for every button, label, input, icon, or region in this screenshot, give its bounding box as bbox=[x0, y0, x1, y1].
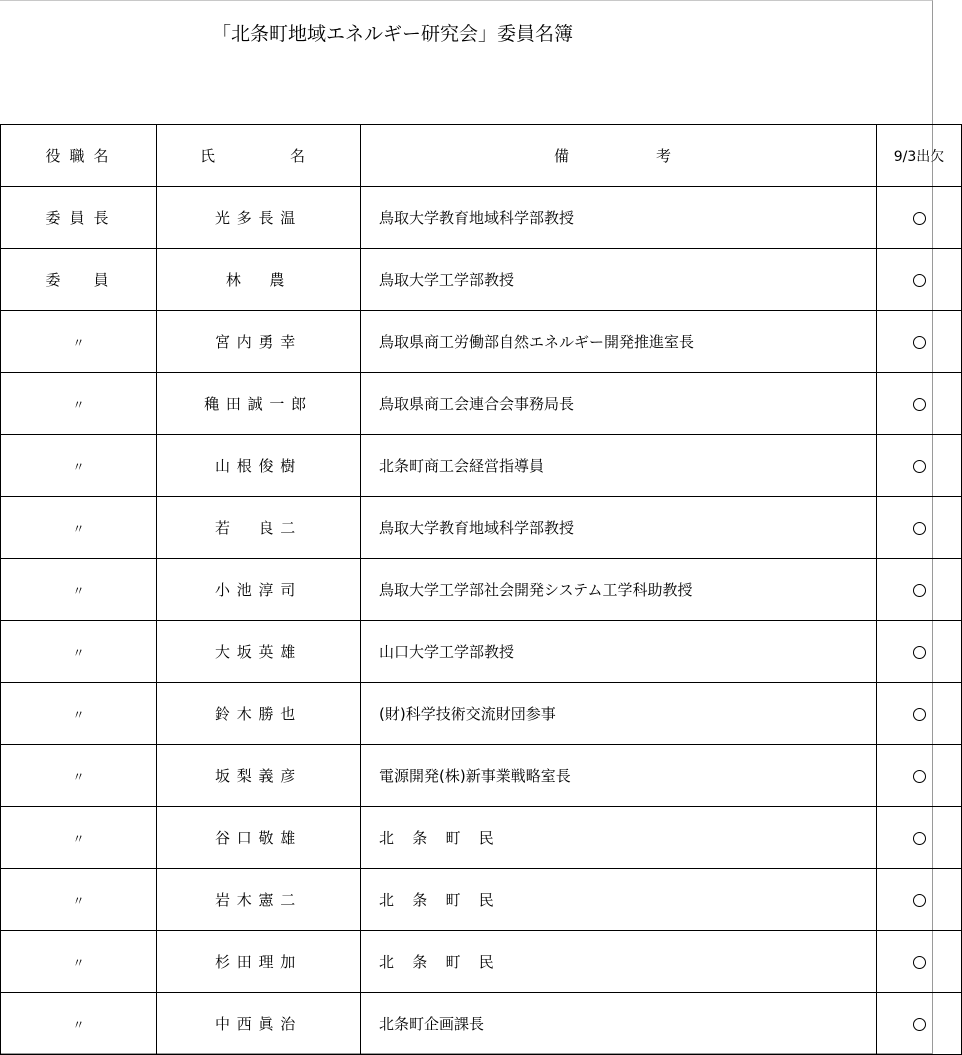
note-cell: 鳥取大学工学部社会開発システム工学科助教授 bbox=[361, 559, 877, 621]
header-name: 氏 名 bbox=[157, 125, 361, 187]
attendance-cell bbox=[877, 931, 962, 993]
name-cell: 光多長温 bbox=[157, 187, 361, 249]
role-text: 〃 bbox=[72, 955, 85, 970]
attendance-cell bbox=[877, 993, 962, 1055]
name-cell: 谷口敬雄 bbox=[157, 807, 361, 869]
present-circle-icon bbox=[913, 460, 926, 473]
table-header-row bbox=[1, 125, 962, 187]
note-cell: 北 条 町 民 bbox=[361, 869, 877, 931]
role-cell bbox=[1, 683, 157, 745]
present-circle-icon bbox=[913, 398, 926, 411]
name-cell: 若 良二 bbox=[157, 497, 361, 559]
table-row bbox=[1, 559, 962, 621]
role-cell bbox=[1, 249, 157, 311]
present-circle-icon bbox=[913, 646, 926, 659]
role-text: 〃 bbox=[72, 397, 85, 412]
role-cell bbox=[1, 373, 157, 435]
attendance-cell bbox=[877, 249, 962, 311]
header-role: 役職名 bbox=[1, 125, 157, 187]
table-row bbox=[1, 373, 962, 435]
note-cell: 鳥取大学教育地域科学部教授 bbox=[361, 497, 877, 559]
name-cell: 杉田理加 bbox=[157, 931, 361, 993]
present-circle-icon bbox=[913, 336, 926, 349]
member-table-body bbox=[1, 125, 962, 1055]
note-cell: 北 条 町 民 bbox=[361, 807, 877, 869]
note-cell: 北 条 町 民 bbox=[361, 931, 877, 993]
role-text: 〃 bbox=[72, 335, 85, 350]
attendance-cell bbox=[877, 621, 962, 683]
role-text: 委員長 bbox=[45, 209, 118, 227]
document-title: 「北条町地域エネルギー研究会」委員名簿 bbox=[212, 23, 574, 45]
role-cell bbox=[1, 931, 157, 993]
name-cell: 穐田誠一郎 bbox=[157, 373, 361, 435]
present-circle-icon bbox=[913, 584, 926, 597]
role-cell bbox=[1, 187, 157, 249]
note-cell: (財)科学技術交流財団参事 bbox=[361, 683, 877, 745]
name-cell: 林 農 bbox=[157, 249, 361, 311]
present-circle-icon bbox=[913, 212, 926, 225]
name-cell: 宮内勇幸 bbox=[157, 311, 361, 373]
table-row bbox=[1, 621, 962, 683]
table-row bbox=[1, 745, 962, 807]
role-cell bbox=[1, 807, 157, 869]
table-row bbox=[1, 497, 962, 559]
note-cell: 鳥取県商工会連合会事務局長 bbox=[361, 373, 877, 435]
role-cell bbox=[1, 869, 157, 931]
name-cell: 小池淳司 bbox=[157, 559, 361, 621]
note-cell: 電源開発(株)新事業戦略室長 bbox=[361, 745, 877, 807]
role-cell bbox=[1, 435, 157, 497]
note-cell: 北条町商工会経営指導員 bbox=[361, 435, 877, 497]
table-row bbox=[1, 311, 962, 373]
role-cell bbox=[1, 559, 157, 621]
attendance-cell bbox=[877, 497, 962, 559]
role-text: 〃 bbox=[72, 1017, 85, 1032]
name-cell: 山根俊樹 bbox=[157, 435, 361, 497]
present-circle-icon bbox=[913, 770, 926, 783]
present-circle-icon bbox=[913, 832, 926, 845]
role-text: 〃 bbox=[72, 459, 85, 474]
table-row bbox=[1, 993, 962, 1055]
note-cell: 鳥取大学工学部教授 bbox=[361, 249, 877, 311]
header-attendance: 9/3出欠 bbox=[877, 125, 962, 187]
attendance-cell bbox=[877, 869, 962, 931]
role-text: 〃 bbox=[72, 707, 85, 722]
role-text: 〃 bbox=[72, 521, 85, 536]
attendance-cell bbox=[877, 807, 962, 869]
role-text: 〃 bbox=[72, 583, 85, 598]
name-cell: 坂梨義彦 bbox=[157, 745, 361, 807]
header-note: 備 考 bbox=[361, 125, 877, 187]
present-circle-icon bbox=[913, 522, 926, 535]
attendance-cell bbox=[877, 559, 962, 621]
table-row bbox=[1, 683, 962, 745]
role-text: 〃 bbox=[72, 645, 85, 660]
present-circle-icon bbox=[913, 274, 926, 287]
note-cell: 北条町企画課長 bbox=[361, 993, 877, 1055]
table-row bbox=[1, 249, 962, 311]
table-row bbox=[1, 187, 962, 249]
attendance-cell bbox=[877, 435, 962, 497]
role-cell bbox=[1, 311, 157, 373]
present-circle-icon bbox=[913, 708, 926, 721]
member-table bbox=[0, 124, 962, 1055]
table-row bbox=[1, 869, 962, 931]
table-row bbox=[1, 807, 962, 869]
role-cell bbox=[1, 497, 157, 559]
role-text: 〃 bbox=[72, 769, 85, 784]
present-circle-icon bbox=[913, 956, 926, 969]
attendance-cell bbox=[877, 745, 962, 807]
note-cell: 山口大学工学部教授 bbox=[361, 621, 877, 683]
role-text: 〃 bbox=[72, 831, 85, 846]
table-row bbox=[1, 931, 962, 993]
role-cell bbox=[1, 621, 157, 683]
name-cell: 大坂英雄 bbox=[157, 621, 361, 683]
table-row bbox=[1, 435, 962, 497]
present-circle-icon bbox=[913, 894, 926, 907]
note-cell: 鳥取大学教育地域科学部教授 bbox=[361, 187, 877, 249]
attendance-cell bbox=[877, 187, 962, 249]
name-cell: 鈴木勝也 bbox=[157, 683, 361, 745]
name-cell: 岩木憲二 bbox=[157, 869, 361, 931]
role-text: 委 員 bbox=[45, 271, 118, 289]
present-circle-icon bbox=[913, 1018, 926, 1031]
role-text: 〃 bbox=[72, 893, 85, 908]
attendance-cell bbox=[877, 683, 962, 745]
role-cell bbox=[1, 993, 157, 1055]
attendance-cell bbox=[877, 373, 962, 435]
name-cell: 中西眞治 bbox=[157, 993, 361, 1055]
attendance-cell bbox=[877, 311, 962, 373]
note-cell: 鳥取県商工労働部自然エネルギー開発推進室長 bbox=[361, 311, 877, 373]
role-cell bbox=[1, 745, 157, 807]
